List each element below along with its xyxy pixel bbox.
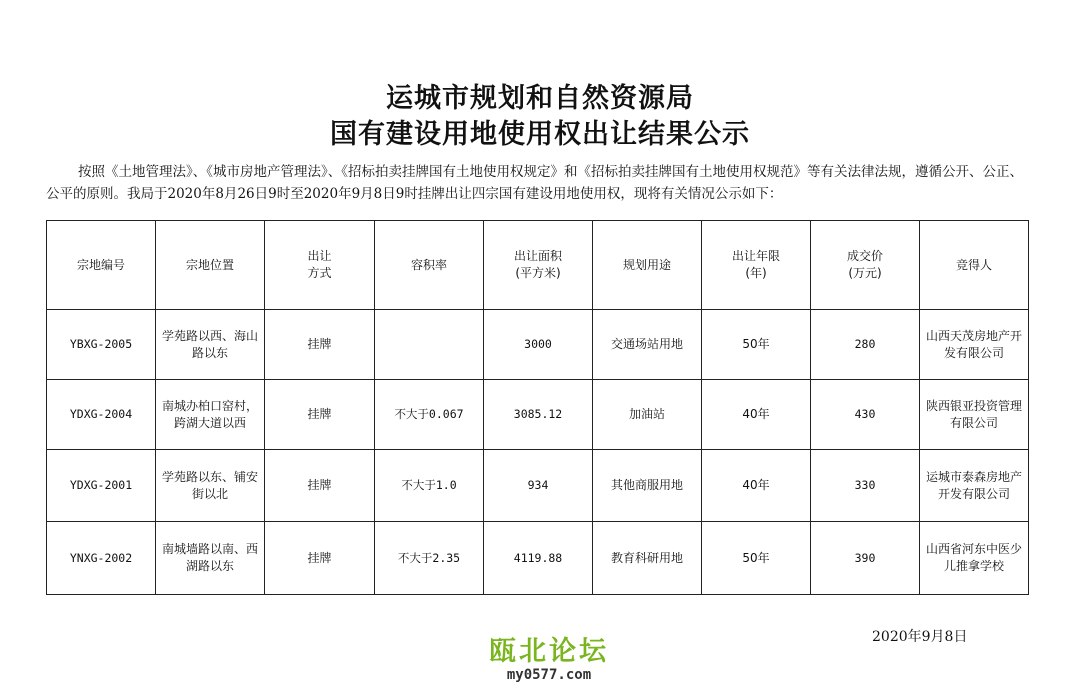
header-cell-transfer-method: 出让 方式 [265,221,375,310]
document-date: 2020年9月8日 [872,629,968,645]
watermark-url: my0577.com [506,667,592,683]
cell-location: 学苑路以西、海山路以东 [156,310,265,380]
cell-plot-ratio [375,310,484,380]
cell-transfer-method: 挂牌 [265,310,375,380]
table-row [47,522,1029,595]
header-cell-price: 成交价 (万元) [811,221,920,310]
cell-parcel-id: YNXG-2002 [47,522,156,595]
cell-parcel-id: YDXG-2001 [47,450,156,522]
cell-location: 学苑路以东、铺安街以北 [156,450,265,522]
cell-price: 330 [811,450,920,522]
cell-area: 3085.12 [484,380,593,450]
cell-plot-ratio: 不大于1.0 [375,450,484,522]
cell-plot-ratio: 不大于0.067 [375,380,484,450]
cell-use: 教育科研用地 [593,522,702,595]
cell-winner: 山西省河东中医少儿推拿学校 [920,522,1029,595]
cell-use: 其他商服用地 [593,450,702,522]
table-row [47,380,1029,450]
cell-winner: 陕西银亚投资管理有限公司 [920,380,1029,450]
forum-watermark [474,637,624,683]
cell-term: 40年 [702,450,811,522]
header-cell-term: 出让年限 (年) [702,221,811,310]
document-subtitle: 国有建设用地使用权出让结果公示 [330,119,750,150]
header-cell-winner: 竞得人 [920,221,1029,310]
cell-winner: 运城市泰森房地产开发有限公司 [920,450,1029,522]
cell-area: 934 [484,450,593,522]
cell-area: 4119.88 [484,522,593,595]
cell-parcel-id: YDXG-2004 [47,380,156,450]
cell-price: 430 [811,380,920,450]
header-cell-use: 规划用途 [593,221,702,310]
cell-transfer-method: 挂牌 [265,450,375,522]
cell-price: 390 [811,522,920,595]
cell-transfer-method: 挂牌 [265,522,375,595]
table-header-row [47,221,1029,310]
header-cell-area: 出让面积 (平方米) [484,221,593,310]
cell-location: 南城墙路以南、西湖路以东 [156,522,265,595]
cell-transfer-method: 挂牌 [265,380,375,450]
header-cell-plot-ratio: 容积率 [375,221,484,310]
watermark-logo-text: 瓯北论坛 [489,636,609,667]
cell-use: 交通场站用地 [593,310,702,380]
cell-term: 50年 [702,310,811,380]
cell-price: 280 [811,310,920,380]
document-title: 运城市规划和自然资源局 [386,83,694,114]
table-row [47,450,1029,522]
cell-location: 南城办柏口窑村，跨湖大道以西 [156,380,265,450]
header-cell-parcel-id: 宗地编号 [47,221,156,310]
land-results-table [46,220,1029,595]
cell-term: 40年 [702,380,811,450]
intro-paragraph: 按照《土地管理法》、《城市房地产管理法》、《招标拍卖挂牌国有土地使用权规定》和《招标拍卖挂牌国有土地使用权规范》等有关法律法规，遵循公开、公正、公平的原则。我局于2020年8月26日9时至2020年9月8日9时挂牌出让四宗国有建设用地使用权，现将有关情况公示如下： [46,164,1023,202]
cell-plot-ratio: 不大于2.35 [375,522,484,595]
header-cell-location: 宗地位置 [156,221,265,310]
table-row [47,310,1029,380]
cell-parcel-id: YBXG-2005 [47,310,156,380]
cell-use: 加油站 [593,380,702,450]
cell-term: 50年 [702,522,811,595]
cell-area: 3000 [484,310,593,380]
cell-winner: 山西天茂房地产开发有限公司 [920,310,1029,380]
